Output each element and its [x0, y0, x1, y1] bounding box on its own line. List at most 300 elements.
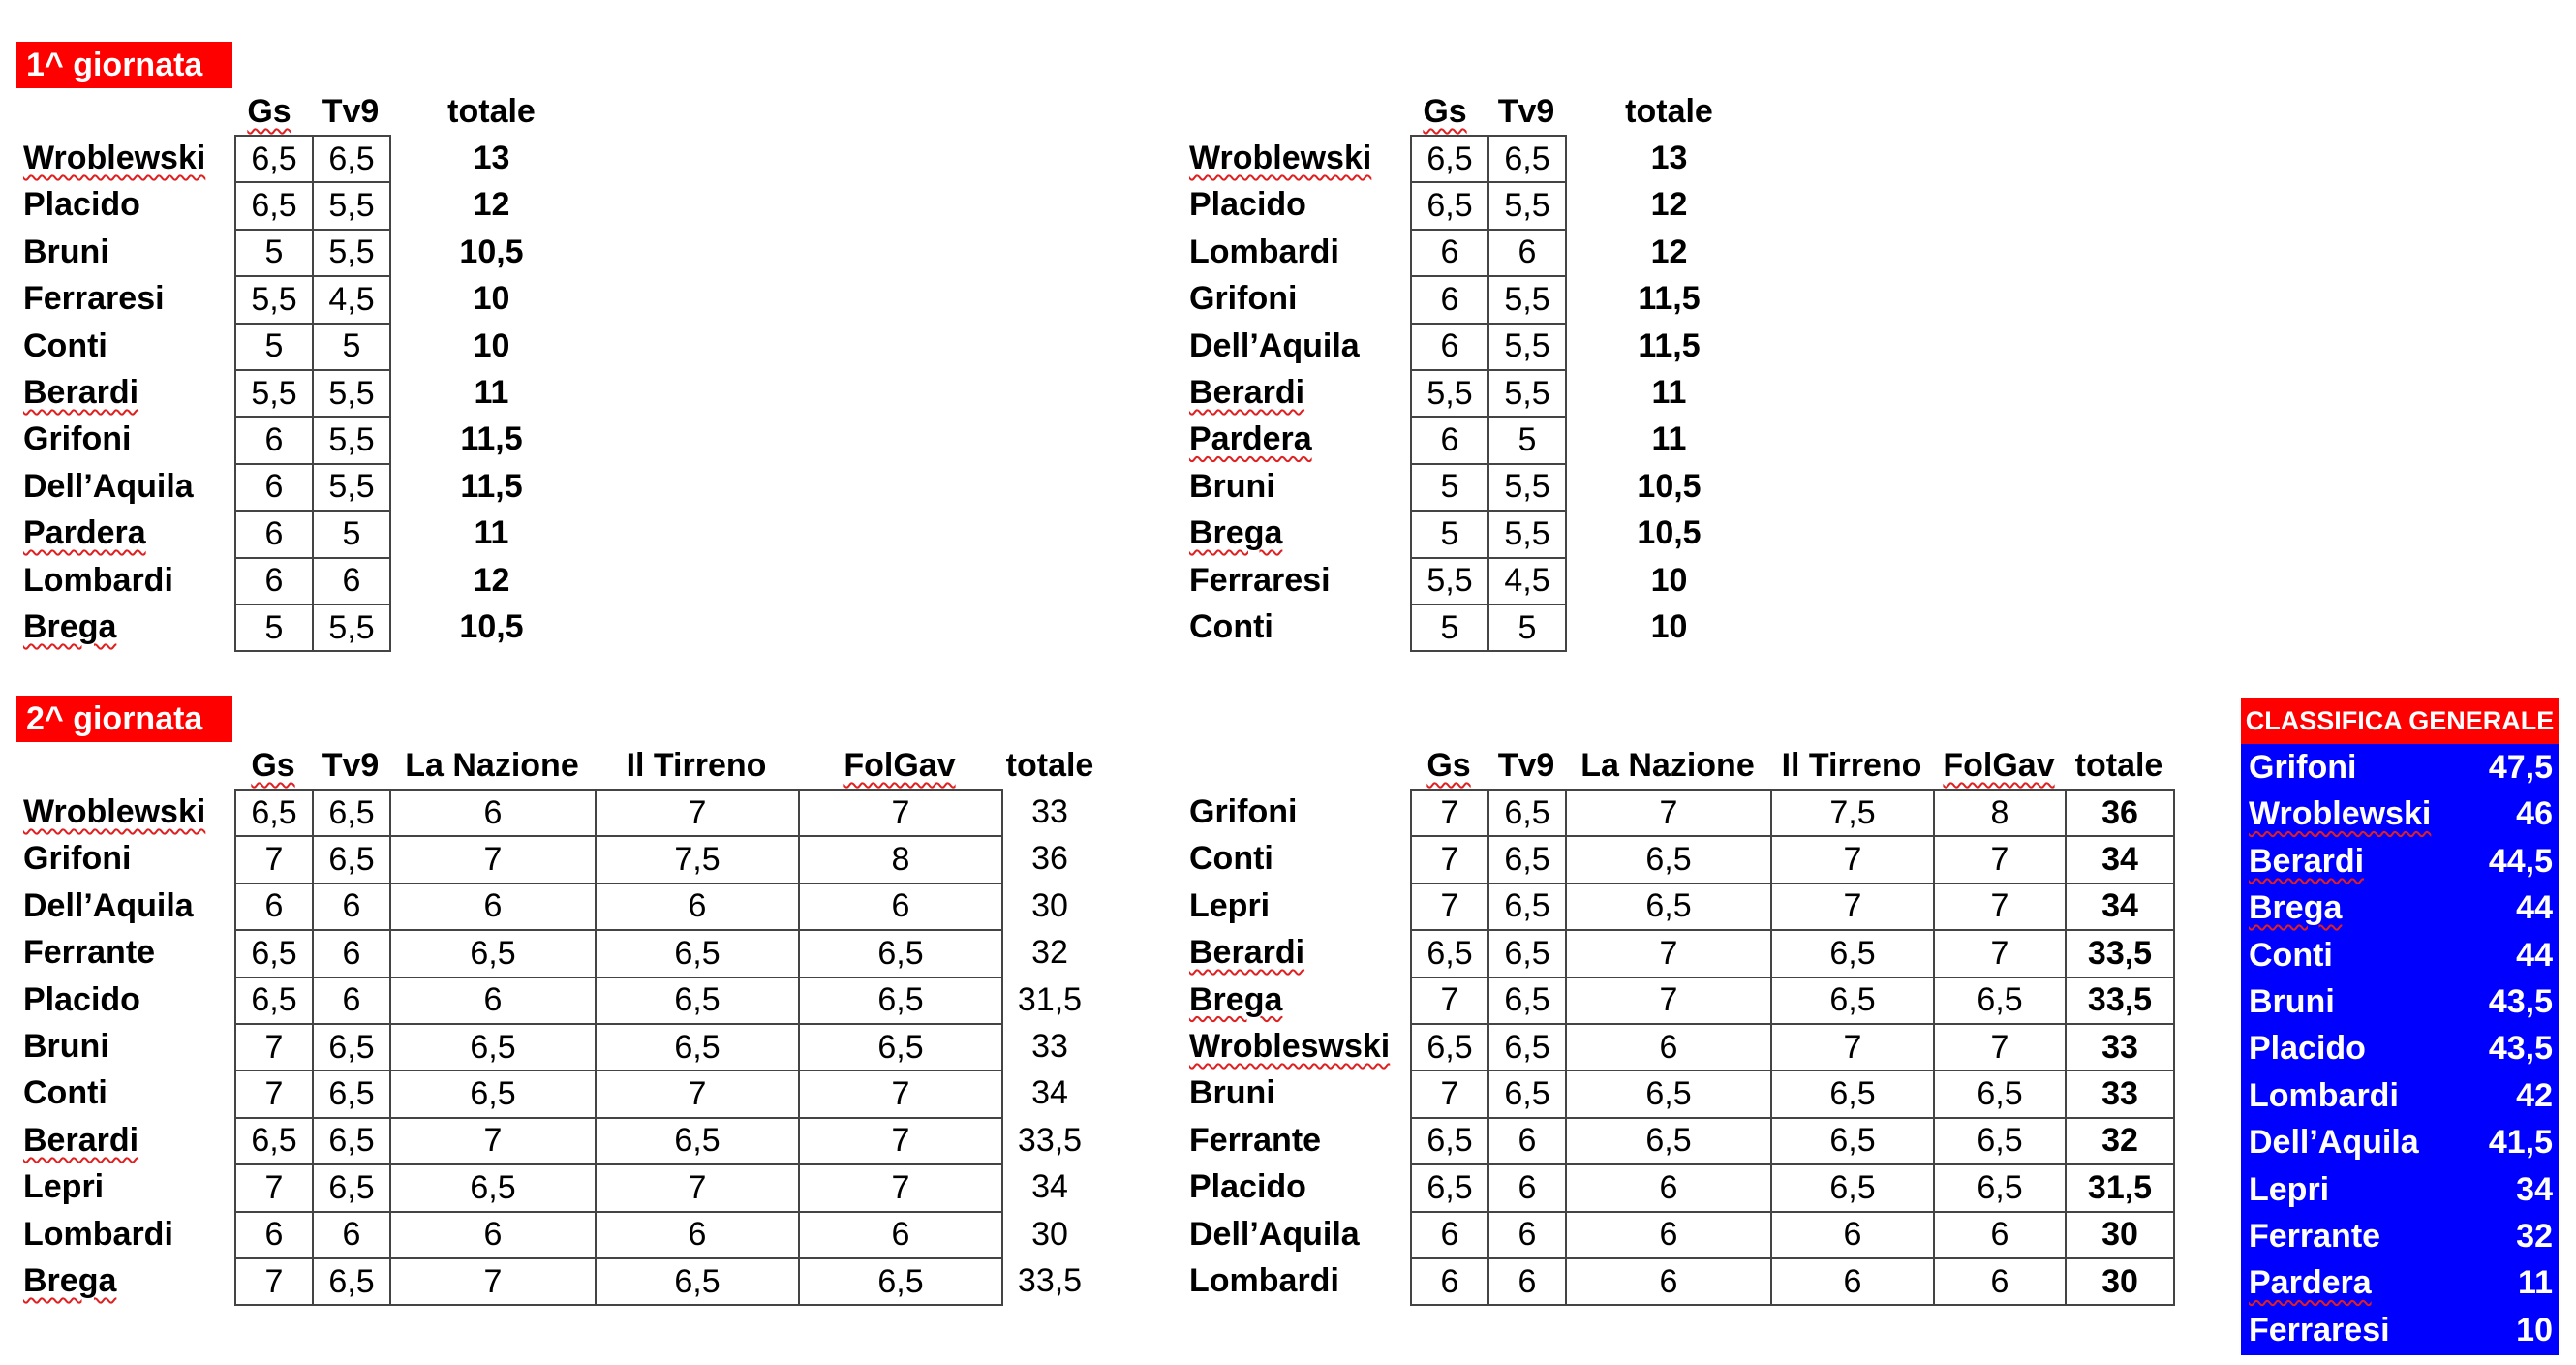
g2-right-row-name: Dell’Aquila — [1189, 1215, 1360, 1253]
classifica-name: Brega — [2249, 889, 2343, 927]
g1-right-row-name: Placido — [1189, 186, 1306, 224]
section-label-giornata-2: 2^ giornata — [16, 696, 232, 742]
table-row — [235, 182, 390, 229]
table-row — [1411, 136, 1566, 182]
table-cell: 7 — [390, 1118, 596, 1164]
table-row — [1411, 276, 1566, 323]
g1-left-total: 13 — [473, 140, 510, 176]
table-row — [235, 324, 390, 370]
g1-left-total: 10 — [473, 326, 510, 364]
total-cell: 30 — [2066, 1212, 2174, 1258]
table-cell: 6 — [390, 790, 596, 836]
g1-right-total: 11,5 — [1638, 280, 1701, 318]
total-cell: 34 — [2066, 884, 2174, 930]
table-cell: 7 — [235, 1070, 313, 1117]
table-cell: 6,5 — [1934, 1070, 2066, 1117]
g2-right-header-la-nazione: La Nazione — [1580, 747, 1755, 784]
classifica-value: 43,5 — [2488, 983, 2553, 1020]
g2-right-row-name: Brega — [1189, 980, 1283, 1018]
table-cell: 6,5 — [1411, 1024, 1488, 1070]
table-cell: 6 — [799, 1212, 1002, 1258]
table-cell: 6,5 — [1488, 884, 1566, 930]
table-cell: 6,5 — [596, 1024, 799, 1070]
table-cell: 6 — [1566, 1024, 1771, 1070]
g2-left-total: 30 — [1031, 1215, 1068, 1253]
table-cell: 7 — [1934, 836, 2066, 883]
table-cell: 6,5 — [1488, 1024, 1566, 1070]
g2-left-total: 31,5 — [1017, 980, 1083, 1018]
table-cell: 6,5 — [313, 1024, 390, 1070]
total-cell: 32 — [2066, 1118, 2174, 1164]
table-row — [1411, 324, 1566, 370]
table-cell: 7 — [799, 790, 1002, 836]
classifica-row — [2241, 1119, 2559, 1165]
table-cell: 6 — [1488, 230, 1566, 276]
g1-right-header-gs: Gs — [1423, 93, 1467, 130]
total-cell: 36 — [2066, 790, 2174, 836]
table-cell: 7 — [1566, 977, 1771, 1024]
table-cell: 6,5 — [313, 1164, 390, 1211]
g2-left-total: 33 — [1031, 1028, 1068, 1065]
g1-left-table — [234, 135, 391, 652]
table-cell: 6,5 — [313, 136, 390, 182]
classifica-row — [2241, 1025, 2559, 1071]
g2-left-total: 33,5 — [1017, 1262, 1083, 1299]
table-cell: 6,5 — [1488, 836, 1566, 883]
table-cell: 6 — [1411, 1258, 1488, 1305]
table-row — [1411, 1070, 2174, 1117]
table-cell: 6,5 — [313, 790, 390, 836]
g1-left-header-gs: Gs — [247, 93, 291, 130]
g2-left-total: 34 — [1031, 1074, 1068, 1112]
section-label-giornata-1: 1^ giornata — [16, 42, 232, 88]
classifica-row — [2241, 838, 2559, 884]
table-cell: 8 — [1934, 790, 2066, 836]
g1-right-total: 10,5 — [1637, 467, 1702, 505]
g1-right-total: 11,5 — [1638, 326, 1701, 364]
table-cell: 5,5 — [1488, 324, 1566, 370]
g1-right-total: 10 — [1650, 561, 1688, 599]
g1-left-total: 12 — [473, 186, 510, 224]
table-cell: 6 — [235, 511, 313, 557]
table-row — [235, 1212, 1002, 1258]
table-row — [235, 884, 1002, 930]
g2-left-total: 34 — [1031, 1168, 1068, 1206]
table-cell: 6,5 — [596, 977, 799, 1024]
table-cell: 6 — [1488, 1212, 1566, 1258]
table-cell: 7 — [390, 1258, 596, 1305]
table-cell: 6,5 — [1771, 977, 1934, 1024]
table-cell: 6,5 — [235, 1118, 313, 1164]
table-cell: 6 — [235, 884, 313, 930]
table-cell: 6,5 — [1566, 836, 1771, 883]
table-cell: 6,5 — [235, 930, 313, 977]
g2-right-row-name: Bruni — [1189, 1074, 1275, 1112]
table-cell: 6 — [596, 884, 799, 930]
table-row — [235, 1164, 1002, 1211]
table-cell: 6,5 — [235, 790, 313, 836]
classifica-name: Conti — [2249, 936, 2333, 974]
g2-left-header-totale: totale — [1005, 747, 1094, 784]
total-cell: 33 — [2066, 1070, 2174, 1117]
classifica-row — [2241, 1072, 2559, 1119]
table-cell: 5 — [313, 324, 390, 370]
table-cell: 5,5 — [1488, 276, 1566, 323]
classifica-value: 43,5 — [2488, 1030, 2553, 1068]
g1-left-total: 10,5 — [459, 608, 524, 645]
table-row — [1411, 605, 1566, 651]
table-cell: 5,5 — [1488, 511, 1566, 557]
g2-left-row-name: Conti — [23, 1074, 107, 1112]
table-row — [1411, 836, 2174, 883]
table-cell: 4,5 — [313, 276, 390, 323]
table-cell: 5 — [235, 230, 313, 276]
g1-left-total: 11 — [474, 514, 509, 552]
classifica-name: Grifoni — [2249, 749, 2357, 786]
table-cell: 6,5 — [1488, 790, 1566, 836]
table-cell: 6,5 — [1934, 1164, 2066, 1211]
g2-left-row-name: Grifoni — [23, 840, 132, 878]
table-cell: 6 — [1411, 417, 1488, 463]
g1-right-header-totale: totale — [1625, 93, 1713, 130]
table-row — [235, 136, 390, 182]
table-cell: 6,5 — [313, 1118, 390, 1164]
classifica-name: Lombardi — [2249, 1076, 2399, 1114]
classifica-name: Pardera — [2249, 1264, 2372, 1302]
table-cell: 7 — [596, 790, 799, 836]
g2-right-row-name: Grifoni — [1189, 793, 1298, 830]
table-cell: 7 — [235, 836, 313, 883]
g1-right-row-name: Conti — [1189, 608, 1273, 645]
table-cell: 6,5 — [313, 1070, 390, 1117]
table-row — [235, 790, 1002, 836]
table-cell: 6 — [1771, 1258, 1934, 1305]
table-cell: 6 — [390, 884, 596, 930]
table-row — [235, 605, 390, 651]
table-cell: 6 — [1411, 276, 1488, 323]
table-cell: 6 — [235, 1212, 313, 1258]
table-cell: 6,5 — [1771, 1070, 1934, 1117]
table-cell: 5,5 — [235, 370, 313, 417]
g1-left-total: 11,5 — [460, 420, 523, 458]
g2-right-row-name: Lepri — [1189, 886, 1271, 924]
table-cell: 5,5 — [235, 276, 313, 323]
table-cell: 6,5 — [799, 1024, 1002, 1070]
table-cell: 7 — [1771, 836, 1934, 883]
classifica-name: Lepri — [2249, 1170, 2330, 1208]
classifica-row — [2241, 978, 2559, 1025]
table-cell: 6 — [313, 884, 390, 930]
g2-left-row-name: Lombardi — [23, 1215, 173, 1253]
table-cell: 5,5 — [1411, 370, 1488, 417]
table-cell: 6,5 — [1771, 1164, 1934, 1211]
g1-right-header-tv9: Tv9 — [1497, 93, 1555, 130]
table-row — [1411, 558, 1566, 605]
table-cell: 5,5 — [313, 182, 390, 229]
table-cell: 6,5 — [1411, 1164, 1488, 1211]
table-row — [1411, 977, 2174, 1024]
g1-right-total: 13 — [1650, 140, 1688, 176]
g2-right-header-gs: Gs — [1426, 747, 1471, 784]
table-cell: 5,5 — [313, 230, 390, 276]
table-row — [235, 370, 390, 417]
table-cell: 7 — [1934, 1024, 2066, 1070]
table-row — [235, 1258, 1002, 1305]
g1-right-total: 11 — [1651, 420, 1687, 458]
table-row — [1411, 1118, 2174, 1164]
classifica-row — [2241, 884, 2559, 931]
table-cell: 5,5 — [1488, 370, 1566, 417]
table-cell: 7 — [799, 1164, 1002, 1211]
table-cell: 6,5 — [596, 1118, 799, 1164]
table-cell: 6,5 — [313, 836, 390, 883]
g2-left-total: 36 — [1031, 840, 1068, 878]
table-cell: 6 — [1411, 1212, 1488, 1258]
table-row — [235, 464, 390, 511]
total-cell: 34 — [2066, 836, 2174, 883]
g2-left-row-name: Berardi — [23, 1121, 139, 1159]
g2-right-row-name: Berardi — [1189, 934, 1305, 972]
table-cell: 6,5 — [1488, 136, 1566, 182]
table-row — [1411, 370, 1566, 417]
table-cell: 6 — [313, 558, 390, 605]
table-cell: 5 — [313, 511, 390, 557]
table-cell: 6,5 — [235, 136, 313, 182]
table-cell: 7 — [1411, 790, 1488, 836]
g1-right-row-name: Brega — [1189, 514, 1283, 552]
table-cell: 6,5 — [1488, 930, 1566, 977]
table-row — [1411, 1024, 2174, 1070]
g2-left-table — [234, 789, 1003, 1306]
total-cell: 33,5 — [2066, 977, 2174, 1024]
g1-left-total: 11 — [474, 374, 509, 411]
g1-left-row-name: Ferraresi — [23, 280, 165, 318]
classifica-value: 47,5 — [2488, 749, 2553, 786]
classifica-name: Ferrante — [2249, 1218, 2381, 1255]
table-cell: 6,5 — [1566, 1070, 1771, 1117]
g1-right-row-name: Grifoni — [1189, 280, 1298, 318]
table-cell: 6 — [1411, 324, 1488, 370]
table-cell: 6,5 — [1934, 977, 2066, 1024]
table-cell: 6 — [799, 884, 1002, 930]
table-cell: 5,5 — [1488, 464, 1566, 511]
g1-left-total: 10 — [473, 280, 510, 318]
g1-left-row-name: Brega — [23, 608, 117, 645]
table-cell: 6,5 — [1488, 977, 1566, 1024]
classifica-value: 46 — [2516, 795, 2553, 833]
table-cell: 5 — [1411, 464, 1488, 511]
table-cell: 5 — [1411, 605, 1488, 651]
table-row — [1411, 417, 1566, 463]
table-cell: 6 — [1934, 1258, 2066, 1305]
table-cell: 6,5 — [1566, 884, 1771, 930]
g1-left-row-name: Pardera — [23, 514, 146, 552]
g1-left-header-totale: totale — [447, 93, 536, 130]
table-cell: 6,5 — [235, 182, 313, 229]
classifica-value: 42 — [2516, 1076, 2553, 1114]
table-cell: 7,5 — [1771, 790, 1934, 836]
table-cell: 5 — [1488, 417, 1566, 463]
classifica-row — [2241, 1166, 2559, 1213]
g2-left-row-name: Placido — [23, 980, 140, 1018]
table-cell: 6 — [1488, 1164, 1566, 1211]
g2-left-row-name: Wroblewski — [23, 793, 206, 830]
table-cell: 6 — [313, 977, 390, 1024]
table-cell: 4,5 — [1488, 558, 1566, 605]
g2-left-header-la-nazione: La Nazione — [405, 747, 579, 784]
table-cell: 7 — [596, 1164, 799, 1211]
table-cell: 5 — [1488, 605, 1566, 651]
table-row — [235, 1070, 1002, 1117]
table-cell: 7 — [1411, 884, 1488, 930]
table-row — [235, 230, 390, 276]
table-row — [1411, 1164, 2174, 1211]
total-cell: 33 — [2066, 1024, 2174, 1070]
g1-right-row-name: Pardera — [1189, 420, 1312, 458]
classifica-value: 32 — [2516, 1218, 2553, 1255]
table-cell: 5,5 — [1488, 182, 1566, 229]
table-cell: 6,5 — [390, 1164, 596, 1211]
g2-left-total: 30 — [1031, 886, 1068, 924]
table-cell: 6 — [313, 1212, 390, 1258]
table-cell: 6 — [235, 558, 313, 605]
g1-left-row-name: Conti — [23, 326, 107, 364]
table-cell: 5,5 — [1411, 558, 1488, 605]
classifica-value: 10 — [2516, 1311, 2553, 1349]
table-row — [235, 1024, 1002, 1070]
table-cell: 7 — [1566, 930, 1771, 977]
classifica-row — [2241, 1307, 2559, 1353]
table-cell: 6,5 — [390, 1070, 596, 1117]
classifica-value: 11 — [2518, 1264, 2553, 1302]
table-cell: 7,5 — [596, 836, 799, 883]
g1-right-total: 12 — [1650, 186, 1688, 224]
classifica-list — [2241, 744, 2559, 1355]
table-cell: 8 — [799, 836, 1002, 883]
table-row — [1411, 930, 2174, 977]
table-row — [235, 511, 390, 557]
table-cell: 6 — [1488, 1258, 1566, 1305]
g1-right-row-name: Berardi — [1189, 374, 1305, 411]
table-cell: 5,5 — [313, 370, 390, 417]
classifica-row — [2241, 744, 2559, 791]
table-cell: 7 — [1411, 1070, 1488, 1117]
classifica-row — [2241, 932, 2559, 978]
g2-left-row-name: Brega — [23, 1262, 117, 1299]
g1-right-total: 10 — [1650, 608, 1688, 645]
table-cell: 6 — [313, 930, 390, 977]
g1-right-row-name: Dell’Aquila — [1189, 326, 1360, 364]
classifica-name: Wroblewski — [2249, 795, 2432, 833]
g2-right-table — [1410, 789, 2175, 1306]
g2-left-total: 33,5 — [1017, 1121, 1083, 1159]
g1-left-total: 12 — [473, 561, 510, 599]
classifica-value: 34 — [2516, 1170, 2553, 1208]
table-cell: 6,5 — [1411, 930, 1488, 977]
table-cell: 6 — [390, 1212, 596, 1258]
table-cell: 6,5 — [1566, 1118, 1771, 1164]
table-row — [1411, 790, 2174, 836]
g2-right-row-name: Wrobleswski — [1189, 1028, 1391, 1065]
g2-right-header-il-tirreno: Il Tirreno — [1781, 747, 1922, 784]
table-row — [1411, 884, 2174, 930]
table-row — [235, 930, 1002, 977]
g2-left-header-folgav: FolGav — [843, 747, 956, 784]
total-cell: 33,5 — [2066, 930, 2174, 977]
g1-right-total: 10,5 — [1637, 514, 1702, 552]
classifica-value: 44 — [2516, 936, 2553, 974]
g2-left-header-il-tirreno: Il Tirreno — [626, 747, 767, 784]
table-cell: 5,5 — [313, 464, 390, 511]
table-cell: 5 — [235, 605, 313, 651]
g2-left-total: 32 — [1031, 934, 1068, 972]
table-cell: 6 — [1566, 1212, 1771, 1258]
table-cell: 6,5 — [1771, 930, 1934, 977]
table-cell: 5 — [1411, 511, 1488, 557]
g2-left-header-gs: Gs — [251, 747, 295, 784]
g2-right-header-tv9: Tv9 — [1497, 747, 1555, 784]
g2-left-row-name: Lepri — [23, 1168, 105, 1206]
table-row — [1411, 230, 1566, 276]
table-cell: 6 — [1566, 1164, 1771, 1211]
table-row — [235, 836, 1002, 883]
table-cell: 7 — [1934, 930, 2066, 977]
g1-right-row-name: Ferraresi — [1189, 561, 1331, 599]
g1-left-header-tv9: Tv9 — [322, 93, 380, 130]
table-cell: 6,5 — [799, 1258, 1002, 1305]
classifica-value: 44,5 — [2488, 842, 2553, 880]
g2-right-header-folgav: FolGav — [1943, 747, 2055, 784]
classifica-name: Placido — [2249, 1030, 2366, 1068]
table-cell: 5 — [235, 324, 313, 370]
classifica-name: Ferraresi — [2249, 1311, 2390, 1349]
g2-left-row-name: Ferrante — [23, 934, 156, 972]
table-row — [235, 558, 390, 605]
table-cell: 6,5 — [1411, 1118, 1488, 1164]
g2-right-row-name: Placido — [1189, 1168, 1306, 1206]
table-cell: 6,5 — [596, 930, 799, 977]
g2-left-header-tv9: Tv9 — [322, 747, 380, 784]
table-cell: 7 — [1934, 884, 2066, 930]
table-cell: 6 — [235, 464, 313, 511]
table-cell: 6 — [596, 1212, 799, 1258]
table-cell: 6 — [390, 977, 596, 1024]
g1-left-total: 11,5 — [460, 467, 523, 505]
table-cell: 7 — [799, 1070, 1002, 1117]
g1-right-row-name: Bruni — [1189, 467, 1275, 505]
table-cell: 6 — [1411, 230, 1488, 276]
table-cell: 7 — [799, 1118, 1002, 1164]
g2-right-row-name: Ferrante — [1189, 1121, 1322, 1159]
table-cell: 6,5 — [1934, 1118, 2066, 1164]
table-cell: 6,5 — [235, 977, 313, 1024]
g1-left-total: 10,5 — [459, 233, 524, 270]
g1-left-row-name: Placido — [23, 186, 140, 224]
table-cell: 6,5 — [1488, 1070, 1566, 1117]
g2-right-header-totale: totale — [2074, 747, 2163, 784]
table-cell: 6,5 — [390, 930, 596, 977]
classifica-row — [2241, 791, 2559, 837]
table-row — [1411, 1258, 2174, 1305]
classifica-name: Dell’Aquila — [2249, 1124, 2419, 1162]
g1-left-row-name: Bruni — [23, 233, 109, 270]
table-cell: 6,5 — [1411, 182, 1488, 229]
g1-right-total: 11 — [1651, 374, 1687, 411]
table-row — [1411, 511, 1566, 557]
g2-right-row-name: Conti — [1189, 840, 1273, 878]
table-row — [235, 276, 390, 323]
table-cell: 6,5 — [799, 930, 1002, 977]
